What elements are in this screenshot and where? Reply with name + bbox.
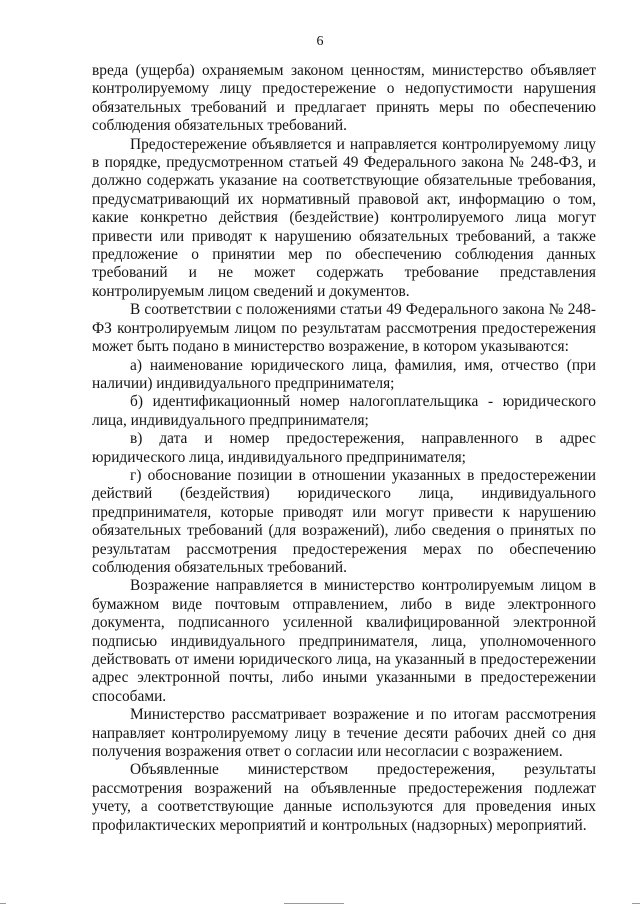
list-item-b: б) идентификационный номер налогоплательщика - юридического лица, индивидуального предпринимателя; [92,393,596,429]
scan-mark-left [0,903,6,904]
list-item-a: а) наименование юридического лица, фамилия, имя, отчество (при наличии) индивидуального предпринимателя; [92,356,596,392]
list-item-g: г) обоснование позиции в отношении указанных в предостережении действий (бездействия) юридического лица, индивидуального предпринимателя, которые приводят или могут привести к нарушению обязательных требований (для возражений), либо сведения о принятых по результатам рассмотрения предостережения мерах по обеспечению соблюдения обязательных требований. [92,466,596,576]
document-body [92,62,596,835]
page-number: 6 [316,34,324,49]
scan-mark-center [284,903,344,904]
paragraph-warning-issuance: Предостережение объявляется и направляется контролируемому лицу в порядке, предусмотренном статьей 49 Федерального закона № 248-ФЗ, и должно содержать указание на соответствующие обязательные требования, предусматривающий их нормативный правовой акт, информацию о том, какие конкретно действия (бездействие) контролируемого лица могут привести или приводят к нарушению обязательных требований, а также предложение о принятии мер по обеспечению соблюдения данных требований и не может содержать требование представления контролируемым лицом сведений и документов. [92,135,596,300]
paragraph-warnings-accounting: Объявленные министерством предостережения, результаты рассмотрения возражений на объявленные предостережения подлежат учету, а соответствующие данные используются для проведения иных профилактических мероприятий и контрольных (надзорных) мероприятий. [92,761,596,834]
scan-mark-right [632,903,640,904]
list-item-v: в) дата и номер предостережения, направленного в адрес юридического лица, индивидуального предпринимателя; [92,430,596,466]
paragraph-objection-right: В соответствии с положениями статьи 49 Федерального закона № 248-ФЗ контролируемым лицом по результатам рассмотрения предостережения может быть подано в министерство возражение, в котором указываются: [92,301,596,356]
paragraph-objection-review: Министерство рассматривает возражение и по итогам рассмотрения направляет контролируемому лицу в течение десяти рабочих дней со дня получения возражения ответ о согласии или несогласии с возражением. [92,706,596,761]
scan-edge-artifacts [0,899,640,905]
paragraph-objection-submission: Возражение направляется в министерство контролируемым лицом в бумажном виде почтовым отправлением, либо в виде электронного документа, подписанного усиленной квалифицированной электронной подписью индивидуального предпринимателя, лица, уполномоченного действовать от имени юридического лица, на указанный в предостережении адрес электронной почты, либо иными указанными в предостережении способами. [92,577,596,705]
paragraph-continuation: вреда (ущерба) охраняемым законом ценностям, министерство объявляет контролируемому лицу предостережение о недопустимости нарушения обязательных требований и предлагает принять меры по обеспечению соблюдения обязательных требований. [92,62,596,135]
